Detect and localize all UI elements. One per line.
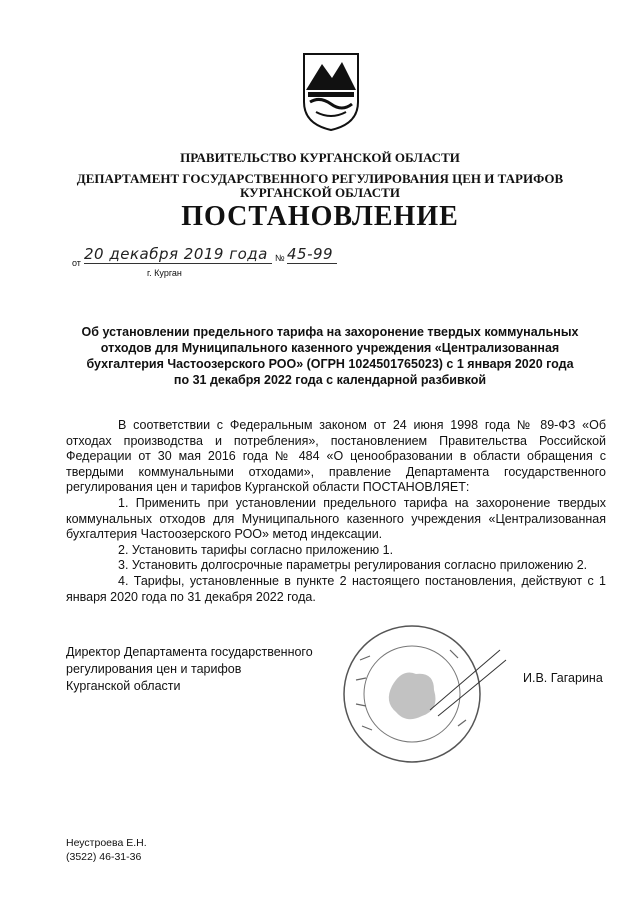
official-seal-stamp — [330, 620, 510, 770]
executor-info — [66, 836, 147, 864]
city: г. Курган — [147, 268, 182, 278]
document-body — [66, 418, 606, 605]
subject-line: Об установлении предельного тарифа на захоронение твердых коммунальных — [81, 325, 579, 339]
executor-phone: (3522) 46-31-36 — [66, 851, 142, 863]
item-paragraph-2: 2. Установить тарифы согласно приложению 1. — [118, 542, 394, 557]
position-line: регулирования цен и тарифов — [66, 662, 242, 676]
subject-line: отходов для Муниципального казенного учреждения «Централизованная — [100, 341, 560, 355]
subject-line: по 31 декабря 2022 года с календарной разбивкой — [173, 373, 487, 387]
position-line: Директор Департамента государственного — [66, 645, 313, 659]
date-handwritten: 20 декабря 2019 года — [84, 245, 272, 264]
item-paragraph-1: 1. Применить при установлении предельного тарифа на захоронение твердых коммунальных отходов для Муниципального казенного учреждения «Централизованная бухгалтерия Частоозерского РОО» метод индексации. — [66, 495, 606, 542]
date-number-line — [72, 253, 81, 271]
item-paragraph-4: 4. Тарифы, установленные в пункте 2 настоящего постановления, действуют с 1 января 2020 года по 31 декабря 2022 года. — [66, 573, 606, 604]
item-paragraph-3: 3. Установить долгосрочные параметры регулирования согласно приложению 2. — [118, 558, 588, 573]
government-name: ПРАВИТЕЛЬСТВО КУРГАНСКОЙ ОБЛАСТИ — [180, 150, 460, 165]
subject-line: бухгалтерия Частоозерского РОО» (ОГРН 1024501765023) с 1 января 2020 года — [86, 357, 574, 371]
date-prefix: от — [72, 258, 81, 268]
document-type-title: ПОСТАНОВЛЕНИЕ — [181, 201, 459, 232]
number-prefix: № — [275, 253, 285, 263]
department-name-line2: КУРГАНСКОЙ ОБЛАСТИ — [240, 185, 400, 200]
signatory-position — [66, 644, 313, 695]
position-line: Курганской области — [66, 679, 181, 693]
number-handwritten: 45-99 — [287, 245, 337, 264]
department-name-line1: ДЕПАРТАМЕНТ ГОСУДАРСТВЕННОГО РЕГУЛИРОВАНИЯ ЦЕН И ТАРИФОВ — [76, 171, 564, 186]
executor-name: Неустроева Е.Н. — [66, 837, 147, 849]
document-subject — [60, 324, 600, 388]
coat-of-arms-emblem — [300, 50, 362, 132]
signatory-name: И.В. Гагарина — [523, 671, 603, 685]
preamble-paragraph: В соответствии с Федеральным законом от 24 июня 1998 года № 89-ФЗ «Об отходах производства и потребления», постановлением Правительства Российской Федерации от 30 мая 2016 года № 484 «О ценообразовании в области обращения с твердыми коммунальными отходами», правление Департамента государственного регулирования цен и тарифов Курганской области ПОСТАНОВЛЯЕТ: — [66, 418, 606, 495]
